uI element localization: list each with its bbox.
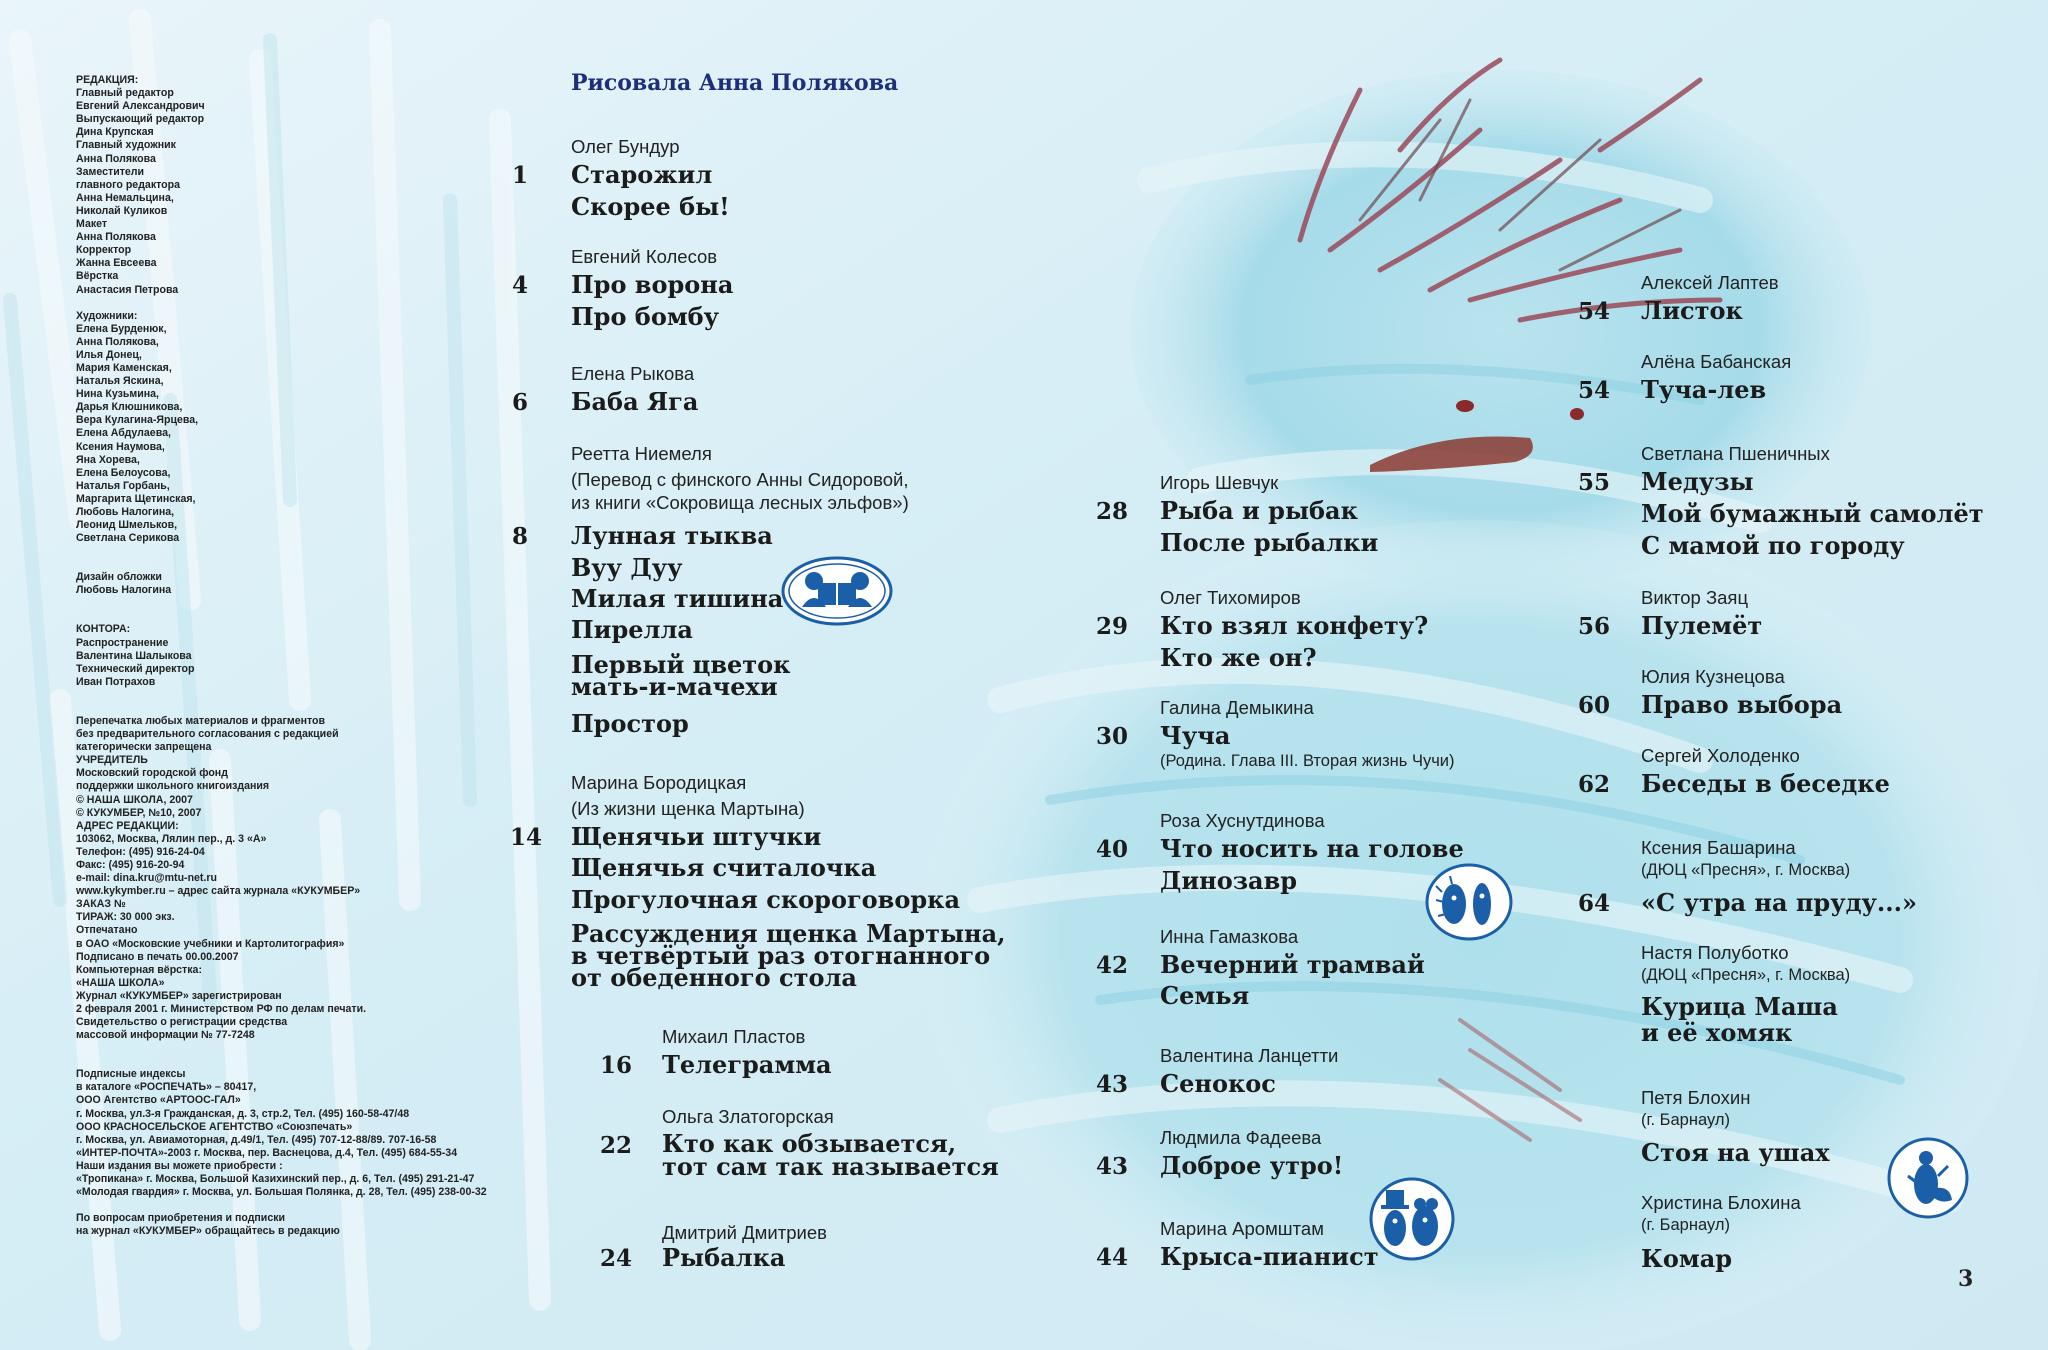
imprint-line: Мария Каменская, xyxy=(76,361,172,374)
imprint-line: «НАША ШКОЛА» xyxy=(76,976,165,989)
toc-page-number: 28 xyxy=(1095,498,1128,525)
toc-author: Ксения Башарина xyxy=(1641,837,1796,858)
toc-page-number: 6 xyxy=(511,389,528,416)
toc-subtitle: (ДЮЦ «Пресня», г. Москва) xyxy=(1641,966,1851,984)
toc-author: Михаил Пластов xyxy=(662,1026,806,1047)
toc-author: Настя Полуботко xyxy=(1641,942,1789,963)
toc-title[interactable]: Мой бумажный самолёт xyxy=(1641,499,1984,528)
toc-title[interactable]: Что носить на голове xyxy=(1160,834,1464,863)
imprint-line: © КУКУМБЕР, №10, 2007 xyxy=(76,806,202,819)
toc-title[interactable]: Комар xyxy=(1641,1244,1733,1273)
toc-title[interactable]: Щенячьи штучки xyxy=(571,822,822,851)
toc-title[interactable]: Скорее бы! xyxy=(571,192,730,221)
imprint-column xyxy=(76,74,596,1238)
toc-title[interactable]: Рыбалка xyxy=(662,1243,786,1272)
toc-page-number: 8 xyxy=(511,523,528,550)
imprint-line: Свидетельство о регистрации средства xyxy=(76,1016,288,1029)
imprint-line: Леонид Шмельков, xyxy=(76,519,178,532)
toc-title[interactable]: Право выбора xyxy=(1641,690,1843,719)
toc-title[interactable]: от обеденного стола xyxy=(571,963,857,992)
imprint-line: Вера Кулагина-Ярцева, xyxy=(76,414,199,427)
toc-author: Дмитрий Дмитриев xyxy=(662,1222,827,1243)
imprint-line: «ИНТЕР-ПОЧТА»-2003 г. Москва, пер. Васнецова, д.4, Тел. (495) 684-55-34 xyxy=(76,1146,458,1159)
toc-title[interactable]: Туча-лев xyxy=(1641,375,1767,404)
toc-title[interactable]: Кто взял конфету? xyxy=(1160,611,1429,640)
imprint-line: г. Москва, ул. Авиамоторная, д.49/1, Тел. (495) 707-12-88/89. 707-16-58 xyxy=(76,1133,437,1146)
imprint-line: г. Москва, ул.3-я Гражданская, д. 3, стр.2, Тел. (495) 160-58-47/48 xyxy=(76,1107,410,1120)
imprint-spacer xyxy=(76,1055,596,1068)
imprint-line: Московский городской фонд xyxy=(76,767,228,780)
imprint-spacer xyxy=(76,558,596,571)
imprint-line: Дина Крупская xyxy=(76,126,154,139)
toc-author: Петя Блохин xyxy=(1641,1087,1751,1108)
imprint-line: Анна Немальцина, xyxy=(76,191,174,204)
toc-page-number: 54 xyxy=(1577,377,1610,404)
imprint-line: в каталоге «РОСПЕЧАТЬ» – 80417, xyxy=(76,1081,257,1094)
imprint-line: ТИРАЖ: 30 000 экз. xyxy=(76,911,175,924)
toc-page-number: 1 xyxy=(511,162,528,189)
toc-author: Юлия Кузнецова xyxy=(1641,666,1785,687)
toc-author: Реетта Ниемеля xyxy=(571,443,712,464)
toc-author: Людмила Фадеева xyxy=(1160,1127,1322,1148)
toc-page-number: 30 xyxy=(1095,723,1128,750)
imprint-line: www.kykymber.ru – адрес сайта журнала «КУКУМБЕР» xyxy=(76,885,361,898)
toc-title[interactable]: Рассуждения щенка Мартына, xyxy=(571,919,1006,948)
toc-title[interactable]: Щенячья считалочка xyxy=(571,853,877,882)
imprint-line: Ксения Наумова, xyxy=(76,440,165,453)
toc-title[interactable]: Вуу Дуу xyxy=(571,553,683,582)
imprint-line: Перепечатка любых материалов и фрагментов xyxy=(76,714,326,727)
toc-page-number: 4 xyxy=(511,272,528,299)
toc-title[interactable]: Доброе утро! xyxy=(1160,1151,1344,1180)
imprint-line: на журнал «КУКУМБЕР» обращайтесь в редакцию xyxy=(76,1225,340,1238)
imprint-line: Анна Полякова xyxy=(76,152,156,165)
toc-title[interactable]: Первый цветок xyxy=(571,650,791,679)
toc-title[interactable]: С мамой по городу xyxy=(1641,531,1905,560)
imprint-line: Распространение xyxy=(76,636,169,649)
imprint-line: Анна Полякова, xyxy=(76,335,159,348)
toc-title[interactable]: тот сам так называется xyxy=(662,1152,999,1181)
toc-title[interactable]: Баба Яга xyxy=(571,387,699,416)
toc-author: Сергей Холоденко xyxy=(1641,745,1800,766)
toc-author: Евгений Колесов xyxy=(571,246,718,267)
toc-page-number: 60 xyxy=(1577,692,1610,719)
toc-title[interactable]: Простор xyxy=(571,709,689,738)
toc-page-number: 14 xyxy=(509,824,542,851)
imprint-line: АДРЕС РЕДАКЦИИ: xyxy=(76,819,179,832)
toc-title[interactable]: Чуча xyxy=(1160,721,1231,750)
imprint-line: Дарья Клюшникова, xyxy=(76,401,183,414)
toc-page-number: 62 xyxy=(1577,771,1610,798)
art-credit: Рисовала Анна Полякова xyxy=(571,70,899,96)
imprint-line: Выпускающий редактор xyxy=(76,113,205,126)
imprint-line: Илья Донец, xyxy=(76,348,142,361)
toc-author: Валентина Ланцетти xyxy=(1160,1045,1339,1066)
toc-author: Алёна Бабанская xyxy=(1641,351,1792,372)
toc-title[interactable]: Старожил xyxy=(571,160,713,189)
imprint-line: e-mail: dina.kru@mtu-net.ru xyxy=(76,872,217,885)
toc-author: Олег Тихомиров xyxy=(1160,587,1301,608)
imprint-line: Елена Абдулаева, xyxy=(76,427,171,440)
toc-title[interactable]: мать-и-мачехи xyxy=(571,672,778,701)
toc-author: Роза Хуснутдинова xyxy=(1160,810,1325,831)
imprint-line: Елена Бурденюк, xyxy=(76,322,167,335)
imprint-line: УЧРЕДИТЕЛЬ xyxy=(76,754,148,767)
imprint-line: поддержки школьного книгоиздания xyxy=(76,780,270,793)
imprint-line: Подписные индексы xyxy=(76,1068,186,1081)
reading-characters-logo-icon xyxy=(780,555,895,627)
toc-subtitle: (Перевод с финского Анны Сидоровой, xyxy=(571,469,909,490)
imprint-line: Подписано в печать 00.00.2007 xyxy=(76,950,239,963)
imprint-line: в ОАО «Московские учебники и Картолитография» xyxy=(76,937,345,950)
toc-page-number: 22 xyxy=(599,1132,632,1159)
toc-title[interactable]: Рыба и рыбак xyxy=(1160,496,1358,525)
toc-title[interactable]: Лунная тыква xyxy=(571,521,773,550)
toc-author: Марина Бородицкая xyxy=(571,772,747,793)
imprint-line: Светлана Серикова xyxy=(76,532,180,545)
imprint-line: Корректор xyxy=(76,244,132,257)
toc-title[interactable]: Про бомбу xyxy=(571,302,720,331)
toc-subtitle: (ДЮЦ «Пресня», г. Москва) xyxy=(1641,861,1851,879)
imprint-line: Яна Хорева, xyxy=(76,453,140,466)
toc-page-number: 43 xyxy=(1095,1153,1128,1180)
imprint-line: РЕДАКЦИЯ: xyxy=(76,74,139,86)
toc-title[interactable]: Прогулочная скороговорка xyxy=(571,885,961,914)
imprint-line: массовой информации № 77-7248 xyxy=(76,1029,255,1042)
toc-subtitle: (Из жизни щенка Мартына) xyxy=(571,798,805,819)
toc-title[interactable]: Сенокос xyxy=(1160,1069,1276,1098)
toc-title[interactable]: Листок xyxy=(1641,296,1743,325)
imprint-line: Заместители xyxy=(76,165,145,178)
toc-author: Олег Бундур xyxy=(571,136,680,157)
imprint-line: без предварительного согласования с редакцией xyxy=(76,728,339,741)
toc-author: Инна Гамазкова xyxy=(1160,926,1299,947)
toc-title[interactable]: «С утра на пруду...» xyxy=(1641,888,1917,917)
imprint-line: Маргарита Щетинская, xyxy=(76,492,196,505)
imprint-line: Анна Полякова xyxy=(76,231,156,244)
imprint-line: Отпечатано xyxy=(76,924,138,937)
imprint-line: 2 февраля 2001 г. Министерством РФ по делам печати. xyxy=(76,1003,367,1015)
toc-author: Игорь Шевчук xyxy=(1160,472,1279,493)
imprint-line: ООО КРАСНОСЕЛЬСКОЕ АГЕНТСТВО «Союзпечать» xyxy=(76,1120,353,1133)
imprint-line: Вёрстка xyxy=(76,270,119,283)
toc-page-number: 16 xyxy=(599,1052,632,1079)
imprint-line: КОНТОРА: xyxy=(76,623,131,636)
imprint-line: категорически запрещена xyxy=(76,741,212,754)
top-hat-characters-logo-icon xyxy=(1368,1176,1456,1262)
imprint-line: © НАША ШКОЛА, 2007 xyxy=(76,793,193,806)
imprint-line: Николай Куликов xyxy=(76,204,168,217)
toc-page-number: 55 xyxy=(1577,469,1610,496)
character-with-scroll-logo-icon xyxy=(1886,1136,1970,1220)
imprint-line: Журнал «КУКУМБЕР» зарегистрирован xyxy=(76,989,282,1002)
toc-title[interactable]: Медузы xyxy=(1641,467,1754,496)
imprint-line: Макет xyxy=(76,218,108,231)
imprint-line: Компьютерная вёрстка: xyxy=(76,963,202,976)
imprint-line: Факс: (495) 916-20-94 xyxy=(76,858,185,871)
imprint-line: Евгений Александрович xyxy=(76,100,205,113)
imprint-line: Любовь Налогина xyxy=(76,584,172,597)
toc-title[interactable]: Динозавр xyxy=(1160,866,1298,895)
toc-title[interactable]: Крыса-пианист xyxy=(1160,1242,1379,1271)
toc-author: Елена Рыкова xyxy=(571,363,695,384)
toc-title[interactable]: и её хомяк xyxy=(1641,1018,1793,1047)
imprint-line: Наши издания вы можете приобрести : xyxy=(76,1159,283,1172)
toc-title[interactable]: Пулемёт xyxy=(1641,611,1763,640)
imprint-line: 103062, Москва, Лялин пер., д. 3 «А» xyxy=(76,832,267,845)
toc-title[interactable]: Телеграмма xyxy=(662,1050,832,1079)
toc-title[interactable]: Стоя на ушах xyxy=(1641,1138,1830,1167)
toc-page-number: 44 xyxy=(1095,1244,1128,1271)
imprint-line: Нина Кузьмина, xyxy=(76,388,159,401)
toc-page-number: 56 xyxy=(1577,613,1610,640)
imprint-line: ЗАКАЗ № xyxy=(76,898,126,911)
toc-title[interactable]: Про ворона xyxy=(571,270,734,299)
hedgehog-cucumber-logo-icon xyxy=(1424,862,1514,942)
toc-page-number: 64 xyxy=(1577,890,1610,917)
toc-author: Виктор Заяц xyxy=(1641,587,1749,608)
toc-title[interactable]: Пирелла xyxy=(571,615,693,644)
imprint-line: Главный художник xyxy=(76,139,176,152)
imprint-line: Главный редактор xyxy=(76,87,174,100)
toc-subtitle: (г. Барнаул) xyxy=(1641,1111,1730,1129)
imprint-spacer xyxy=(76,689,596,702)
toc-author: Галина Демыкина xyxy=(1160,697,1314,718)
toc-author: Марина Аромштам xyxy=(1160,1218,1324,1239)
toc-author: Ольга Златогорская xyxy=(662,1106,834,1127)
imprint-line: Анастасия Петрова xyxy=(76,283,179,296)
toc-page-number: 29 xyxy=(1095,613,1128,640)
toc-title[interactable]: Милая тишина xyxy=(571,584,784,613)
toc-page-number: 42 xyxy=(1095,952,1128,979)
imprint-line: «Тропикана» г. Москва, Большой Казихинский пер., д. 6, Тел. (495) 291-21-47 xyxy=(76,1173,475,1186)
imprint-line: Иван Потрахов xyxy=(76,675,156,688)
toc-title[interactable]: в четвёртый раз отогнанного xyxy=(571,941,991,970)
imprint-spacer xyxy=(76,702,596,715)
toc-author: Алексей Лаптев xyxy=(1641,272,1779,293)
toc-title[interactable]: Вечерний трамвай xyxy=(1160,950,1425,979)
toc-title[interactable]: После рыбалки xyxy=(1160,528,1379,557)
imprint-line: Елена Белоусова, xyxy=(76,466,171,479)
toc-subtitle: (Родина. Глава III. Вторая жизнь Чучи) xyxy=(1160,752,1455,770)
page-number: 3 xyxy=(1958,1266,1974,1292)
imprint-spacer xyxy=(76,597,596,610)
imprint-line: ООО Агентство «АРТООС-ГАЛ» xyxy=(76,1094,241,1107)
toc-author: Светлана Пшеничных xyxy=(1641,443,1830,464)
imprint-line: По вопросам приобретения и подписки xyxy=(76,1212,286,1225)
toc-page-number: 24 xyxy=(599,1245,632,1272)
imprint-line: «Молодая гвардия» г. Москва, ул. Большая Полянка, д. 28, Тел. (495) 238-00-32 xyxy=(76,1186,487,1199)
imprint-line: Наталья Яскина, xyxy=(76,375,164,388)
imprint-spacer xyxy=(76,1042,596,1055)
imprint-spacer xyxy=(76,610,596,623)
imprint-line: Валентина Шалыкова xyxy=(76,649,192,662)
toc-title[interactable]: Кто же он? xyxy=(1160,643,1317,672)
toc-title[interactable]: Кто как обзывается, xyxy=(662,1129,957,1158)
imprint-line: главного редактора xyxy=(76,178,181,191)
toc-page-number: 40 xyxy=(1095,836,1128,863)
toc-page-number: 43 xyxy=(1095,1071,1128,1098)
toc-title[interactable]: Курица Маша xyxy=(1641,992,1838,1021)
toc-subtitle: из книги «Сокровища лесных эльфов») xyxy=(571,492,909,513)
toc-subtitle: (г. Барнаул) xyxy=(1641,1216,1730,1234)
imprint-spacer xyxy=(76,1199,596,1212)
imprint-line: Телефон: (495) 916-24-04 xyxy=(76,845,205,858)
imprint-line: Технический директор xyxy=(76,662,195,675)
toc-title[interactable]: Семья xyxy=(1160,981,1250,1010)
imprint-line: Любовь Налогина, xyxy=(76,506,175,518)
toc-page-number: 54 xyxy=(1577,298,1610,325)
imprint-line: Жанна Евсеева xyxy=(76,257,157,270)
imprint-line: Дизайн обложки xyxy=(76,571,162,584)
imprint-line: Наталья Горбань, xyxy=(76,479,170,492)
imprint-line: Художники: xyxy=(76,309,138,322)
toc-author: Христина Блохина xyxy=(1641,1192,1801,1213)
toc-title[interactable]: Беседы в беседке xyxy=(1641,769,1890,798)
